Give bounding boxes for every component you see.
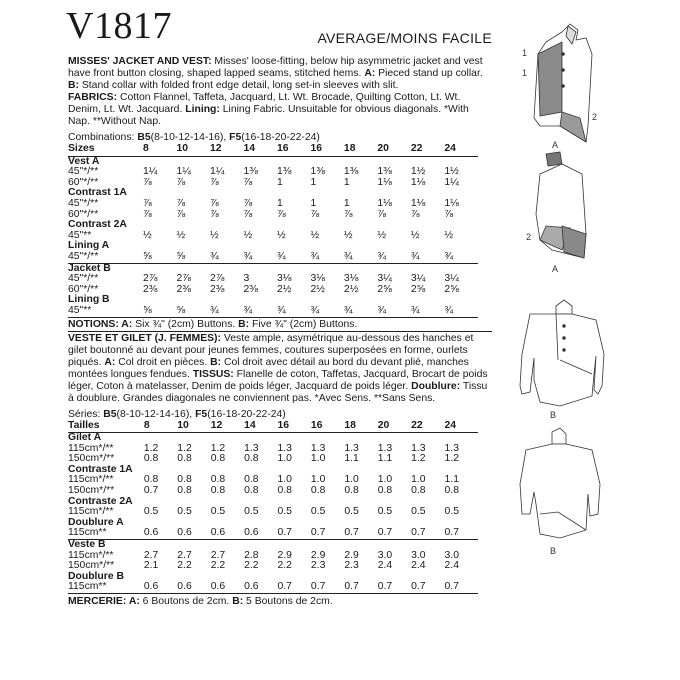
yardage-cell	[278, 540, 311, 551]
yardage-cell: 0.7	[311, 582, 344, 593]
yardage-cell: 0.8	[244, 453, 259, 465]
view-b-label: B	[550, 410, 557, 420]
yardage-cell: 0.8	[344, 485, 359, 497]
yardage-cell: 2⅝	[444, 283, 459, 295]
fabric-width-label: 115cm**	[68, 527, 107, 539]
yardage-cell: 2⅜	[209, 283, 225, 295]
yardage-cell: 0.5	[411, 506, 426, 518]
pattern-number: V1817	[66, 5, 172, 47]
yardage-en-header-row	[68, 144, 478, 156]
yardage-cell: 1.2	[411, 453, 426, 465]
yardage-cell: 1.1	[344, 453, 359, 465]
yardage-cell: 1⅛	[444, 197, 459, 209]
yardage-cell: 0.6	[177, 582, 210, 593]
view-label: Jacket B	[68, 263, 143, 274]
yardage-cell: 1.3	[377, 442, 393, 454]
yardage-cell: 1⅜	[343, 166, 359, 178]
yardage-cell: ¾	[344, 306, 377, 317]
yardage-cell: 3⅛	[343, 273, 359, 285]
yardage-cell: 3.0	[411, 549, 426, 561]
view-label: Lining B	[68, 294, 110, 306]
yardage-cell: 0.7	[444, 527, 459, 539]
table-row	[68, 231, 478, 242]
yardage-cell: 0.8	[177, 453, 192, 465]
yardage-cell: 0.5	[310, 506, 326, 518]
yardage-cell: 0.8	[310, 485, 326, 497]
yardage-cell: 0.7	[411, 527, 426, 539]
yardage-cell: ⅞	[176, 208, 186, 220]
yardage-cell: 1	[310, 197, 317, 209]
yardage-cell: 2.2	[244, 560, 259, 572]
view-label: Gilet A	[68, 432, 102, 444]
yardage-cell: ½	[143, 229, 152, 241]
size-column-header: 8	[144, 421, 177, 433]
yardage-cell: 1.3	[344, 442, 359, 454]
view-label: Doublure B	[68, 570, 124, 582]
yardage-cell: 3	[243, 273, 250, 285]
yardage-cell: 1⅛	[410, 176, 426, 188]
view-a-label: A	[552, 140, 559, 150]
yardage-cell: 0.8	[210, 485, 226, 497]
yardage-cell: 0.6	[211, 582, 244, 593]
size-column-header: 20	[378, 421, 411, 433]
size-column-header: 16	[311, 421, 344, 433]
fabric-width-label: 45"**	[68, 229, 92, 241]
yardage-cell: 1⅜	[377, 166, 392, 178]
yardage-cell: 2⅞	[209, 273, 225, 285]
yardage-cell: 0.8	[177, 474, 192, 486]
yardage-cell: 0.7	[445, 582, 478, 593]
yardage-cell: 1	[310, 176, 317, 188]
tissus-heading: TISSUS:	[192, 368, 234, 380]
yardage-cell: ⅝	[176, 250, 186, 262]
mercerie-line: MERCERIE: A: 6 Boutons de 2cm. B: 5 Boutons de 2cm.	[68, 596, 333, 607]
yardage-cell	[177, 540, 210, 551]
yardage-cell: ⅞	[310, 208, 320, 220]
yardage-cell: 2.9	[344, 549, 359, 561]
yardage-cell: ⅞	[143, 208, 152, 220]
yardage-cell: ¾	[210, 306, 243, 317]
fabric-width-label: 150cm*/**	[68, 485, 115, 497]
yardage-cell: 0.7	[277, 527, 292, 539]
size-column-header: 18	[344, 144, 377, 156]
yardage-cell: 0.7	[143, 485, 159, 497]
yardage-cell: 1	[276, 197, 283, 209]
yardage-cell: ⅞	[243, 176, 253, 188]
yardage-cell: 2½	[276, 283, 292, 295]
yardage-cell: 0.5	[377, 506, 393, 518]
yardage-cell: 0.5	[277, 506, 292, 518]
yardage-cell: ⅝	[177, 306, 210, 317]
yardage-cell: ⅞	[377, 208, 387, 220]
yardage-cell: 0.8	[210, 453, 226, 465]
table-row	[68, 199, 478, 210]
yardage-cell: ¾	[209, 250, 219, 262]
view-label: Vest A	[68, 155, 100, 167]
yardage-cell: ⅞	[444, 208, 454, 220]
yardage-cell: ¾	[343, 250, 353, 262]
yardage-cell: 0.8	[143, 474, 159, 486]
yardage-cell: 1¼	[444, 176, 459, 188]
yardage-cell: 3¼	[444, 273, 459, 285]
yardage-cell: ¾	[377, 250, 387, 262]
yardage-cell: 2.3	[344, 560, 359, 572]
yardage-cell: 0.8	[177, 485, 192, 497]
yardage-cell: ½	[343, 229, 353, 241]
fabric-width-label: 45"*/**	[68, 166, 99, 178]
fabric-width-label: 115cm*/**	[68, 442, 114, 454]
yardage-cell: 2½	[310, 283, 325, 295]
yardage-cell: 2.9	[310, 549, 326, 561]
size-column-header: 10	[177, 144, 210, 156]
size-column-header: 24	[445, 421, 478, 433]
yardage-cell: 0.8	[377, 485, 393, 497]
yardage-cell: ¾	[411, 306, 444, 317]
yardage-cell: 0.5	[177, 506, 192, 518]
yardage-cell: 3¼	[410, 273, 426, 285]
table-row	[68, 507, 478, 518]
series-line: Séries: B5(8-10-12-14-16), F5(16-18-20-22-24)	[68, 408, 286, 420]
yardage-cell: 2⅝	[410, 283, 426, 295]
table-row	[68, 582, 478, 593]
table-row	[68, 528, 478, 539]
yardage-cell: 0.5	[444, 506, 459, 518]
yardage-cell: 1¼	[209, 166, 225, 178]
yardage-table-en	[68, 144, 478, 318]
yardage-cell: 1⅛	[377, 176, 392, 188]
vest-a-front-drawing	[522, 24, 597, 150]
fabric-width-label: 115cm*/**	[68, 549, 114, 561]
size-column-header: 8	[143, 144, 176, 156]
yardage-cell: ⅞	[209, 197, 219, 209]
fabric-width-label: 45"*/**	[68, 273, 99, 285]
text-column	[68, 56, 492, 608]
fabric-width-label: 60"*/**	[68, 283, 99, 295]
yardage-cell: 1	[276, 176, 283, 188]
yardage-cell	[211, 540, 244, 551]
jacket-b-front-drawing	[520, 300, 604, 420]
fabric-width-label: 45"*/**	[68, 197, 99, 209]
yardage-cell: 0.8	[143, 453, 159, 465]
yardage-cell: 2.7	[177, 549, 192, 561]
yardage-cell: 0.7	[344, 527, 359, 539]
yardage-cell	[144, 540, 177, 551]
yardage-cell: 2.1	[143, 560, 159, 572]
svg-text:2: 2	[526, 232, 532, 242]
yardage-cell: 0.6	[143, 527, 159, 539]
fabric-width-label: 115cm*/**	[68, 506, 114, 518]
table-row	[68, 210, 478, 221]
yardage-cell: 1.1	[444, 474, 459, 486]
yardage-cell: ⅞	[243, 208, 253, 220]
size-column-header: 22	[411, 421, 444, 433]
yardage-cell: 1.2	[143, 442, 159, 454]
yardage-cell: ½	[377, 229, 387, 241]
yardage-cell: 1⅜	[243, 166, 258, 178]
yardage-cell: 1	[343, 176, 350, 188]
difficulty-label: AVERAGE/MOINS FACILE	[317, 30, 492, 46]
yardage-cell: 0.8	[210, 474, 226, 486]
yardage-cell: ½	[276, 229, 286, 241]
yardage-cell: ⅞	[176, 197, 186, 209]
yardage-cell: ¾	[444, 306, 478, 317]
yardage-cell: 1.0	[310, 474, 326, 486]
yardage-cell: 3.0	[444, 549, 459, 561]
yardage-cell: 2.4	[411, 560, 426, 572]
yardage-cell: 2.7	[143, 549, 159, 561]
yardage-cell: ¾	[310, 250, 320, 262]
yardage-cell: 0.8	[277, 485, 292, 497]
yardage-cell: ¾	[277, 306, 310, 317]
yardage-cell: 0.5	[244, 506, 259, 518]
yardage-cell: 0.5	[210, 506, 226, 518]
yardage-cell: 1½	[410, 166, 426, 178]
yardage-cell: 1.0	[344, 474, 359, 486]
yardage-cell: ¾	[310, 306, 343, 317]
size-column-header: 18	[344, 421, 377, 433]
yardage-cell: 2.2	[177, 560, 192, 572]
yardage-cell: 3⅛	[276, 273, 292, 285]
yardage-cell: 1.2	[177, 442, 192, 454]
english-description: MISSES' JACKET AND VEST: Misses' loose-fitting, below hip asymmetric jacket and vest have front button closing, shaped lapped seams, stitched hems. A: Pieced stand up collar. B: Stand collar with folded front edge detail, long set-in sleeves with slit. FABRICS: Cotton Flannel, Taffeta, Jacquard, Lt. Wt. Brocade, Quilting Cotton, Lt. Wt. Denim, Lt. Wt. Jacquard. Lining: Lining Fabric. Unsuitable for obvious diagonals. *With Nap. **Without Nap.	[68, 56, 483, 127]
yardage-cell: 1.2	[444, 453, 459, 465]
yardage-cell: ⅞	[143, 197, 152, 209]
fabric-width-label: 115cm**	[68, 582, 144, 593]
yardage-cell: 0.6	[177, 527, 192, 539]
yardage-cell: 2⅜	[176, 283, 191, 295]
yardage-cell: ¾	[243, 250, 253, 262]
yardage-cell: 0.7	[278, 582, 311, 593]
size-column-header: 12	[211, 421, 244, 433]
size-column-header: 24	[444, 144, 478, 156]
english-title: MISSES' JACKET AND VEST:	[68, 56, 212, 67]
yardage-cell: ⅞	[143, 176, 152, 188]
yardage-cell: 0.6	[210, 527, 226, 539]
yardage-cell: 2⅜	[243, 283, 258, 295]
svg-text:1: 1	[522, 68, 528, 78]
view-a-back-label: A	[552, 264, 559, 274]
yardage-cell: 0.6	[244, 582, 277, 593]
fabrics-heading: FABRICS:	[68, 92, 118, 103]
yardage-cell: 2.2	[277, 560, 292, 572]
yardage-cell: 0.8	[244, 474, 259, 486]
svg-text:1: 1	[522, 48, 528, 58]
yardage-cell: ¾	[243, 306, 276, 317]
notions-line: NOTIONS: A: Six ¾" (2cm) Buttons. B: Five ¾" (2cm) Buttons.	[68, 319, 492, 332]
yardage-cell: 2.7	[210, 549, 226, 561]
yardage-cell: ¾	[276, 250, 286, 262]
yardage-cell: 2.8	[244, 549, 259, 561]
yardage-cell: 1.0	[277, 453, 292, 465]
yardage-cell: ⅞	[209, 176, 219, 188]
yardage-cell	[244, 540, 277, 551]
yardage-cell: 3⅛	[310, 273, 325, 285]
yardage-cell: 0.7	[310, 527, 326, 539]
yardage-cell: 1⅛	[410, 197, 426, 209]
vest-a-back-drawing	[526, 152, 586, 274]
yardage-cell: 0.7	[411, 582, 444, 593]
size-column-header: 16	[277, 144, 310, 156]
fabric-width-label: 150cm*/**	[68, 560, 115, 572]
size-header: Tailles	[68, 421, 144, 433]
yardage-cell: 0.8	[444, 485, 459, 497]
yardage-cell: 2½	[343, 283, 359, 295]
jacket-b-back-drawing	[520, 428, 600, 556]
yardage-cell: ¾	[444, 250, 454, 262]
combinations-line: Combinations: B5(8-10-12-14-16), F5(16-18-20-22-24)	[68, 132, 320, 143]
yardage-cell: ⅝	[143, 306, 176, 317]
yardage-cell: 2.4	[444, 560, 459, 572]
fabric-width-label: 45"*/**	[68, 250, 99, 262]
yardage-cell: 0.8	[244, 485, 259, 497]
view-label: Contraste 1A	[68, 463, 133, 475]
yardage-cell: ½	[310, 229, 320, 241]
size-column-header: 14	[243, 144, 276, 156]
yardage-cell: ⅞	[176, 176, 186, 188]
table-row	[68, 561, 478, 572]
yardage-cell: 1½	[444, 166, 459, 178]
view-label: Contraste 2A	[68, 495, 133, 507]
yardage-cell: 1.3	[310, 442, 326, 454]
size-column-header: 20	[377, 144, 410, 156]
fabric-width-label: 60"*/**	[68, 176, 99, 188]
yardage-cell: ½	[176, 229, 186, 241]
yardage-cell: ½	[410, 229, 420, 241]
yardage-cell: 2.4	[377, 560, 393, 572]
yardage-cell: ⅞	[243, 197, 253, 209]
yardage-cell: 1⅛	[377, 197, 392, 209]
yardage-cell: ½	[243, 229, 253, 241]
yardage-cell: ¾	[377, 306, 410, 317]
yardage-cell	[445, 540, 478, 551]
yardage-cell	[311, 540, 344, 551]
yardage-cell	[411, 540, 444, 551]
yardage-cell: 1.1	[377, 453, 393, 465]
yardage-cell: 2.9	[277, 549, 292, 561]
table-row	[68, 178, 478, 189]
yardage-cell: 0.7	[377, 527, 393, 539]
yardage-cell: 0.7	[378, 582, 411, 593]
view-label: Contrast 1A	[68, 187, 127, 199]
fabric-width-label: 60"*/**	[68, 208, 99, 220]
yardage-cell: 1¼	[143, 166, 158, 178]
yardage-cell: ⅝	[143, 250, 152, 262]
yardage-cell: 0.6	[244, 527, 259, 539]
size-column-header: 12	[210, 144, 243, 156]
yardage-cell: ⅞	[343, 208, 353, 220]
yardage-cell: 2.2	[210, 560, 226, 572]
yardage-cell: 2⅞	[176, 273, 191, 285]
size-column-header: 14	[244, 421, 277, 433]
yardage-cell	[344, 540, 377, 551]
yardage-cell: 1.3	[411, 442, 426, 454]
yardage-cell: 1⅜	[276, 166, 292, 178]
table-row	[68, 252, 478, 263]
view-group-row	[68, 540, 478, 551]
size-column-header: 10	[177, 421, 210, 433]
size-header: Sizes	[68, 144, 143, 156]
yardage-cell: ⅞	[410, 208, 420, 220]
fabric-width-label: 150cm*/**	[68, 453, 115, 465]
yardage-cell: 1.0	[310, 453, 326, 465]
yardage-cell: 1.0	[411, 474, 426, 486]
yardage-cell: 1	[343, 197, 350, 209]
size-column-header: 16	[278, 421, 311, 433]
technical-drawings	[500, 14, 670, 574]
fabric-width-label: 45"**	[68, 306, 143, 317]
view-label: Contrast 2A	[68, 219, 127, 231]
fabric-width-label: 115cm*/**	[68, 474, 114, 486]
yardage-cell: 1.3	[244, 442, 259, 454]
yardage-cell: ¾	[410, 250, 420, 262]
yardage-cell: ½	[209, 229, 219, 241]
yardage-cell: 3.0	[377, 549, 393, 561]
view-label: Doublure A	[68, 516, 124, 528]
view-b-back-label: B	[550, 546, 557, 556]
yardage-cell: 2⅝	[377, 283, 392, 295]
view-label: Lining A	[68, 240, 110, 252]
yardage-cell: 0.8	[411, 485, 426, 497]
yardage-cell: ⅞	[209, 208, 219, 220]
yardage-table-fr	[68, 421, 478, 595]
view-label: Veste B	[68, 540, 144, 551]
yardage-cell: 0.7	[344, 582, 377, 593]
table-row	[68, 285, 478, 296]
yardage-cell: 2.3	[310, 560, 326, 572]
yardage-cell: 3¼	[377, 273, 392, 285]
yardage-cell: 2⅜	[143, 283, 158, 295]
yardage-cell	[378, 540, 411, 551]
french-title: VESTE ET GILET (J. FEMMES):	[68, 332, 221, 344]
size-column-header: 22	[411, 144, 444, 156]
yardage-cell: ½	[444, 229, 454, 241]
french-description: VESTE ET GILET (J. FEMMES): Veste ample, asymétrique au-dessous des hanches et gilet boutonné au devant pour jeunes femmes, coutures superposées en forme, ourlets piqués. A: Col droit en pièces. B: Col droit avec détail au bord du devant plié, manches montées longues fendues. TISSUS: Flanelle de coton, Taffetas, Jacquard, Brocart de poids léger, Coton à matelasser, Denim de poids léger, Jacquard de poids léger. Doublure: Tissu à doublure. Grandes diagonales ne conviennent pas. *Avec Sens. **Sans Sens.	[68, 332, 488, 404]
yardage-cell: 0.5	[143, 506, 159, 518]
yardage-cell: ⅞	[276, 208, 286, 220]
yardage-cell: 1¼	[176, 166, 191, 178]
yardage-cell: 0.5	[344, 506, 359, 518]
yardage-cell: 1.3	[277, 442, 292, 454]
yardage-cell: 1.3	[444, 442, 459, 454]
yardage-cell: 0.6	[144, 582, 177, 593]
svg-text:2: 2	[592, 112, 598, 122]
yardage-fr-header-row	[68, 421, 478, 433]
garment-illustrations	[500, 14, 670, 574]
yardage-cell: 1.0	[277, 474, 292, 486]
table-row	[68, 306, 478, 317]
size-column-header: 16	[310, 144, 343, 156]
yardage-cell: 1⅜	[310, 166, 325, 178]
yardage-cell: 1.0	[377, 474, 393, 486]
yardage-cell: 1.2	[210, 442, 226, 454]
yardage-cell: 2⅞	[143, 273, 158, 285]
